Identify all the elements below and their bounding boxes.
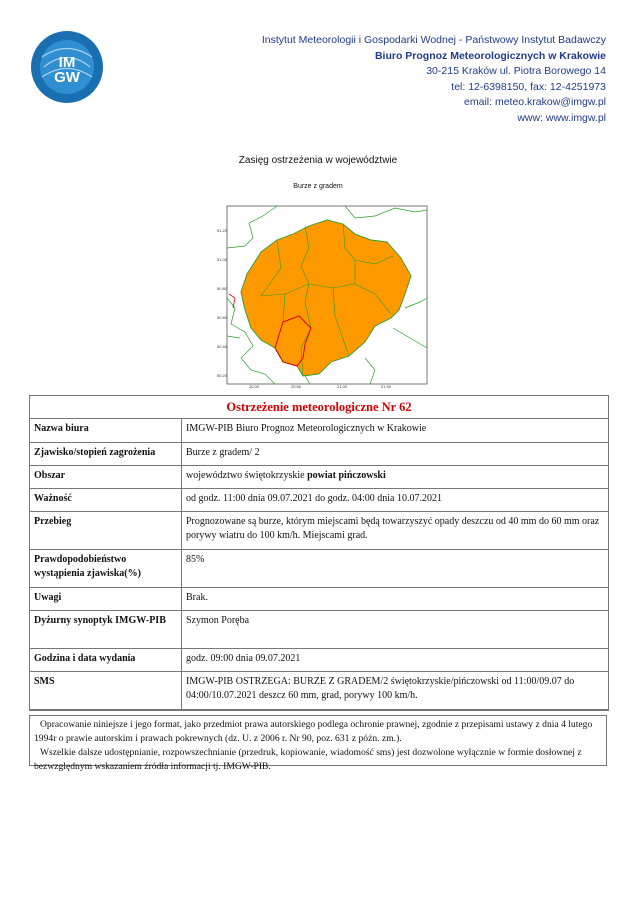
row-value: IMGW-PIB OSTRZEGA: BURZE Z GRADEM/2 świętokrzyskie/pińczowski od 11:00/09.07 do 04:00/10.07.2021 deszcz 60 mm, grad, porywy 100 km/h. xyxy=(182,671,609,709)
table-row xyxy=(30,587,608,610)
warning-map xyxy=(205,198,435,394)
row-value: Prognozowane są burze, którym miejscami będą towarzyszyć opady deszczu od 40 mm do 60 mm oraz porywy wiatru do 100 km/h. Miejscami grad. xyxy=(182,511,609,549)
row-key: Uwagi xyxy=(30,587,182,610)
institute-header xyxy=(262,33,606,127)
row-value: Burze z gradem/ 2 xyxy=(182,442,609,465)
row-key: Prawdopodobieństwo wystąpienia zjawiska(%) xyxy=(30,549,182,587)
table-row xyxy=(30,488,608,511)
copyright-notice xyxy=(29,715,607,772)
row-value: 85% xyxy=(182,549,609,587)
lat-label: 50.40 xyxy=(217,344,228,349)
table-row xyxy=(30,610,608,648)
usage-paragraph: Wszelkie dalsze udostępnianie, rozpowszechnianie (przedruk, kopiowanie, wiadomość sms) jest dozwolone wyłącznie w formie dosłownej z bezwzględnym wskazaniem źródła informacji tj. IMGW-PIB. xyxy=(34,747,582,772)
table-row xyxy=(30,511,608,549)
table-row xyxy=(30,465,608,488)
table-row xyxy=(30,549,608,587)
row-value: IMGW-PIB Biuro Prognoz Meteorologicznych w Krakowie xyxy=(182,419,609,442)
lon-label: 20.00 xyxy=(249,384,260,389)
website[interactable]: www: www.imgw.pl xyxy=(517,111,606,124)
lon-label: 21.00 xyxy=(337,384,348,389)
row-key: Godzina i data wydania xyxy=(30,648,182,671)
imgw-logo xyxy=(30,30,104,104)
row-value: Szymon Poręba xyxy=(182,610,609,648)
table-row xyxy=(30,419,608,442)
lat-label: 50.80 xyxy=(217,286,228,291)
lat-label: 50.60 xyxy=(217,315,228,320)
map-subtitle: Burze z gradem xyxy=(293,183,343,190)
address: 30-215 Kraków ul. Piotra Borowego 14 xyxy=(426,65,606,78)
logo-text-im: IM xyxy=(58,54,76,71)
row-key: Dyżurny synoptyk IMGW-PIB xyxy=(30,610,182,648)
email[interactable]: email: meteo.krakow@imgw.pl xyxy=(464,96,606,109)
warning-box xyxy=(29,395,609,711)
area-voivodeship: województwo świętokrzyskie xyxy=(186,469,305,481)
row-value: od godz. 11:00 dnia 09.07.2021 do godz. 04:00 dnia 10.07.2021 xyxy=(182,488,609,511)
institute-name: Instytut Meteorologii i Gospodarki Wodnej - Państwowy Instytut Badawczy xyxy=(261,34,606,46)
table-row xyxy=(30,648,608,671)
map-title: Zasięg ostrzeżenia w województwie xyxy=(238,155,398,166)
row-key: Ważność xyxy=(30,488,182,511)
lat-label: 51.00 xyxy=(217,257,228,262)
row-key: Zjawisko/stopień zagrożenia xyxy=(30,442,182,465)
warning-title: Ostrzeżenie meteorologiczne Nr 62 xyxy=(30,396,608,419)
lon-label: 21.50 xyxy=(381,384,392,389)
lat-label: 51.20 xyxy=(217,228,228,233)
logo-text-gw: GW xyxy=(54,69,80,86)
lon-label: 20.50 xyxy=(291,384,302,389)
row-key: Przebieg xyxy=(30,511,182,549)
lat-label: 50.20 xyxy=(217,373,228,378)
table-row xyxy=(30,671,608,709)
phone-fax: tel: 12-6398150, fax: 12-4251973 xyxy=(451,80,606,93)
row-value: Brak. xyxy=(182,587,609,610)
warning-table xyxy=(30,419,608,710)
row-value xyxy=(182,465,609,488)
row-key: Obszar xyxy=(30,465,182,488)
area-county: powiat pińczowski xyxy=(307,469,386,481)
row-key: SMS xyxy=(30,671,182,709)
copyright-paragraph: Opracowanie niniejsze i jego format, jako przedmiot prawa autorskiego podlega ochronie prawnej, zgodnie z przepisami ustawy z dnia 4 lutego 1994r o prawie autorskim i prawach pokrewnych (dz. U. z 2006 r. Nr 90, poz. 631 z późn. zm.). xyxy=(34,719,593,744)
department-name: Biuro Prognoz Meteorologicznych w Krakowie xyxy=(374,49,606,62)
row-value: godz. 09:00 dnia 09.07.2021 xyxy=(182,648,609,671)
table-row xyxy=(30,442,608,465)
row-key: Nazwa biura xyxy=(30,419,182,442)
